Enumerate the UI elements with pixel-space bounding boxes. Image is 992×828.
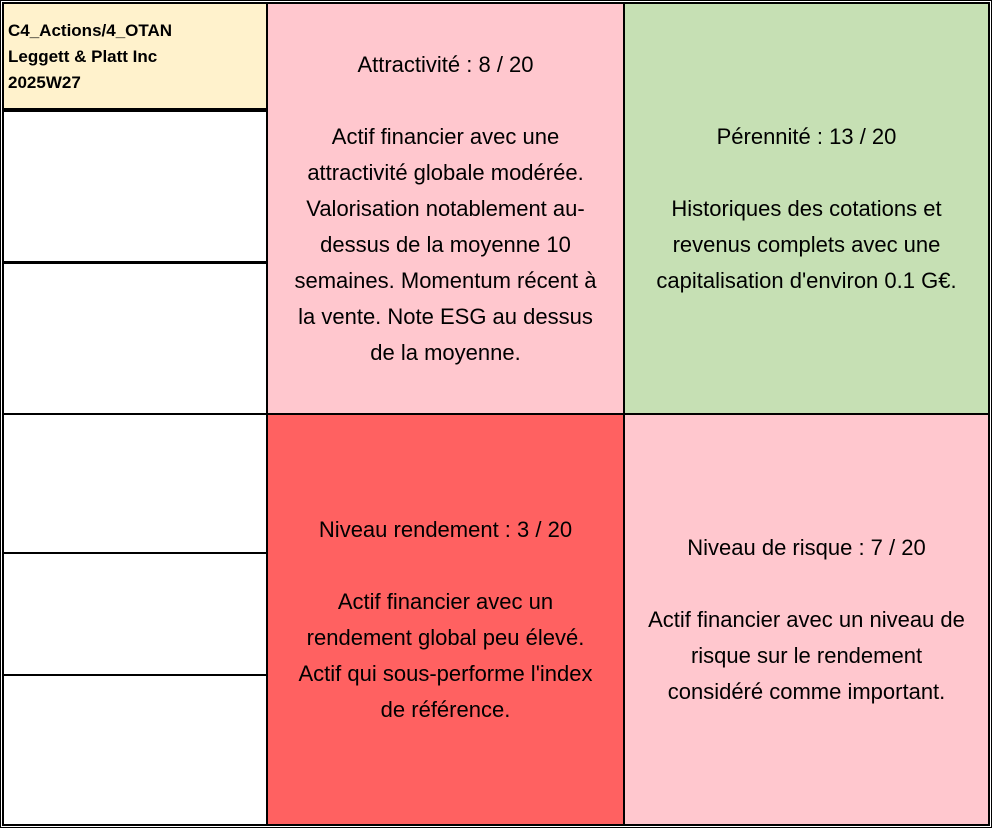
header-line-company: Leggett & Platt Inc [8,47,158,66]
rendement-line: Actif financier avec un [337,588,554,614]
attractivite-title: Attractivité : 8 / 20 [357,51,534,77]
attractivite-line: de la moyenne. [370,339,521,365]
header-line-category: C4_Actions/4_OTAN [8,21,173,40]
perennite-line: Historiques des cotations et [671,195,942,221]
attractivite-line: la vente. Note ESG au dessus [298,303,593,329]
perennite-title: Pérennité : 13 / 20 [716,123,897,149]
rendement-line: de référence. [380,696,511,722]
attractivite-line: attractivité globale modérée. [307,159,584,185]
perennite-line: revenus complets avec une [672,231,941,257]
risque-title: Niveau de risque : 7 / 20 [687,534,926,560]
risque-line: risque sur le rendement [690,642,923,668]
attractivite-line: Valorisation notablement au- [306,195,585,221]
empty-cell-4 [2,552,268,676]
risque-line: Actif financier avec un niveau de [648,606,965,632]
perennite-text [656,191,956,299]
attractivite-line: semaines. Momentum récent à [294,267,597,293]
perennite-panel [623,2,990,415]
rendement-text [299,584,593,728]
rendement-line: rendement global peu élevé. [306,624,585,650]
rendement-title: Niveau rendement : 3 / 20 [318,516,573,542]
perennite-line: capitalisation d'environ 0.1 G€. [656,267,957,293]
rendement-line: Actif qui sous-performe l'index [298,660,593,686]
header-line-week: 2025W27 [8,73,81,92]
attractivite-line: dessus de la moyenne 10 [320,231,571,257]
empty-cell-5 [2,674,268,826]
attractivite-panel [266,2,625,415]
header-cell [2,2,268,110]
empty-cell-3 [2,413,268,554]
empty-cell-1 [2,110,268,263]
risque-line: considéré comme important. [667,678,946,704]
empty-cell-2 [2,262,268,415]
attractivite-text [294,119,596,371]
risque-text [648,602,965,710]
risque-panel [623,413,990,826]
attractivite-line: Actif financier avec une [331,123,560,149]
rendement-panel [266,413,625,826]
